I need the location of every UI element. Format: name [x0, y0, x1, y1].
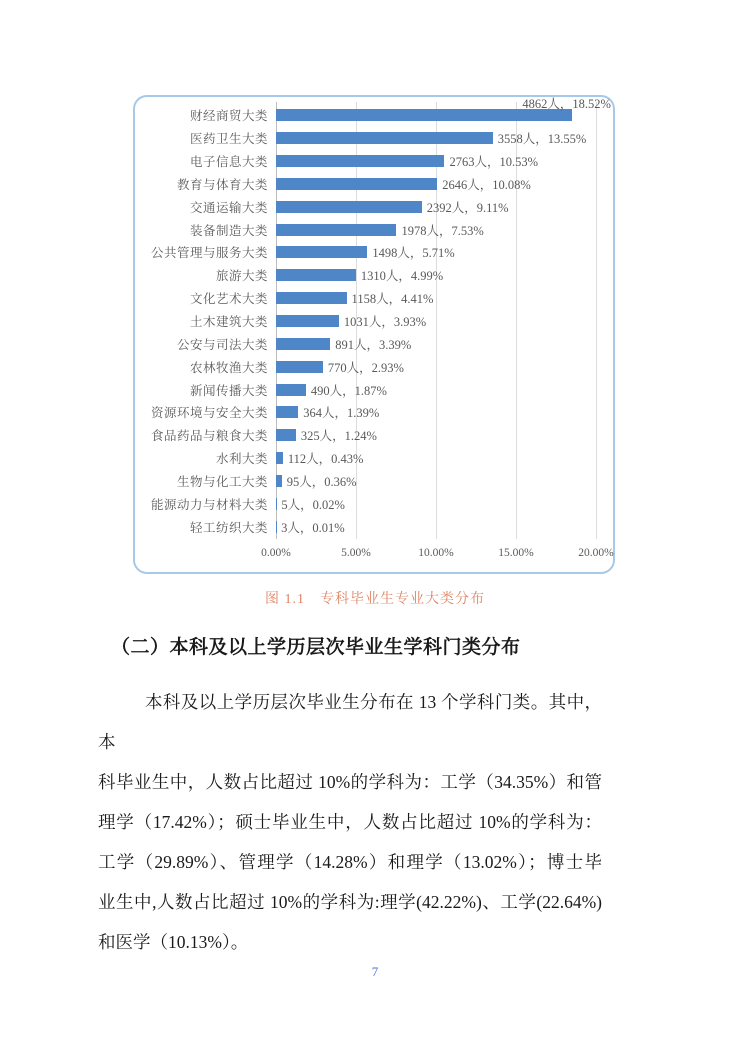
category-label: 文化艺术大类	[189, 292, 268, 307]
bar-zone	[276, 241, 611, 264]
bar	[276, 224, 396, 236]
category-label: 公安与司法大类	[176, 337, 268, 352]
data-label: 2646人，10.08%	[442, 177, 531, 192]
category-label: 生物与化工大类	[176, 474, 268, 489]
category-label: 电子信息大类	[189, 155, 268, 170]
bar-zone	[276, 515, 611, 538]
data-label: 1158人，4.41%	[351, 292, 434, 307]
paragraph-line: 工学（29.89%）、管理学（14.28%）和理学（13.02%）；博士毕	[98, 852, 602, 872]
data-label: 5人，0.02%	[281, 497, 345, 512]
chart-row	[135, 515, 611, 538]
bar	[276, 338, 330, 350]
bar-zone	[276, 264, 611, 287]
bar-zone	[276, 355, 611, 378]
chart-row	[135, 264, 611, 287]
data-label: 1031人，3.93%	[343, 315, 427, 330]
chart-row	[135, 195, 611, 218]
chart-row	[135, 218, 611, 241]
bar-zone	[276, 218, 611, 241]
bar	[276, 155, 444, 167]
bar	[276, 246, 367, 258]
chart-row	[135, 310, 611, 333]
category-label: 交通运输大类	[189, 200, 268, 215]
category-label: 旅游大类	[215, 269, 268, 284]
category-label: 装备制造大类	[189, 223, 268, 238]
data-label: 3人，0.01%	[281, 520, 345, 535]
figure-caption: 图 1.1 专科毕业生专业大类分布	[265, 592, 485, 607]
bar	[276, 475, 282, 487]
data-label: 4862人，18.52%	[522, 97, 611, 112]
bar-zone	[276, 332, 611, 355]
paragraph-line: 和医学（10.13%）。	[98, 932, 249, 952]
x-axis-tick-label: 20.00%	[578, 547, 614, 559]
bar	[276, 315, 339, 327]
category-label: 土木建筑大类	[189, 315, 268, 330]
paragraph-line: 理学（17.42%）；硕士毕业生中，人数占比超过 10%的学科为：	[98, 812, 602, 832]
bar-zone	[276, 492, 611, 515]
bar-zone	[276, 447, 611, 470]
bar	[276, 292, 347, 304]
chart-row	[135, 492, 611, 515]
bar-zone	[276, 195, 611, 218]
category-label: 医药卫生大类	[189, 132, 268, 147]
category-label: 能源动力与材料大类	[150, 497, 268, 512]
data-label: 490人，1.87%	[310, 383, 387, 398]
bar-zone	[276, 127, 611, 150]
bar	[276, 201, 422, 213]
category-label: 公共管理与服务大类	[150, 246, 268, 261]
page-number: 7	[371, 964, 379, 979]
data-label: 95人，0.36%	[286, 474, 357, 489]
chart-row	[135, 401, 611, 424]
data-label: 325人，1.24%	[300, 429, 377, 444]
category-label: 新闻传播大类	[189, 383, 268, 398]
bar	[276, 452, 283, 464]
bar-zone	[276, 378, 611, 401]
data-label: 891人，3.39%	[335, 337, 412, 352]
bar	[276, 178, 437, 190]
data-label: 3558人，13.55%	[497, 132, 587, 147]
chart-row	[135, 127, 611, 150]
category-label: 食品药品与粮食大类	[150, 429, 268, 444]
chart-row	[135, 150, 611, 173]
bar-zone	[276, 150, 611, 173]
chart-row	[135, 287, 611, 310]
paragraph-line: 业生中,人数占比超过 10%的学科为:理学(42.22%)、工学(22.64%)	[98, 892, 602, 912]
chart-row	[135, 332, 611, 355]
chart-row	[135, 470, 611, 493]
x-axis-tick-label: 10.00%	[418, 547, 454, 559]
data-label: 1310人，4.99%	[360, 269, 444, 284]
bar	[276, 406, 298, 418]
bar	[276, 269, 356, 281]
figure-chart-card	[133, 95, 615, 574]
bar-zone	[276, 424, 611, 447]
x-axis-tick-label: 5.00%	[341, 547, 371, 559]
chart-rows	[135, 97, 611, 538]
data-label: 1978人，7.53%	[401, 223, 484, 238]
chart-row	[135, 173, 611, 196]
data-label: 770人，2.93%	[327, 360, 404, 375]
bar-zone	[276, 310, 611, 333]
bar-zone	[276, 97, 666, 127]
category-label: 教育与体育大类	[176, 177, 268, 192]
chart-row	[135, 97, 611, 127]
bar	[276, 384, 306, 396]
x-axis-tick-label: 0.00%	[261, 547, 291, 559]
data-label: 112人，0.43%	[287, 452, 364, 467]
category-label: 水利大类	[215, 452, 268, 467]
data-label: 2763人，10.53%	[449, 155, 539, 170]
category-label: 财经商贸大类	[189, 109, 268, 124]
chart-row	[135, 378, 611, 401]
section-heading: （二）本科及以上学历层次毕业生学科门类分布	[111, 637, 521, 658]
bar	[276, 132, 493, 144]
bar-zone	[276, 401, 611, 424]
bar	[276, 361, 323, 373]
data-label: 1498人，5.71%	[372, 246, 455, 261]
chart-row	[135, 355, 611, 378]
category-label: 轻工纺织大类	[189, 520, 268, 535]
bar-zone	[276, 470, 611, 493]
bar-zone	[276, 287, 611, 310]
paragraph-line: 科毕业生中，人数占比超过 10%的学科为：工学（34.35%）和管	[98, 772, 602, 792]
data-label: 2392人，9.11%	[426, 200, 509, 215]
bar	[276, 429, 296, 441]
category-label: 农林牧渔大类	[189, 360, 268, 375]
data-label: 364人，1.39%	[303, 406, 380, 421]
chart-row	[135, 241, 611, 264]
paragraph-line: 本科及以上学历层次毕业生分布在 13 个学科门类。其中，本	[98, 692, 602, 752]
chart-row	[135, 447, 611, 470]
chart-row	[135, 424, 611, 447]
bar-zone	[276, 173, 611, 196]
x-axis-tick-label: 15.00%	[498, 547, 534, 559]
body-paragraph	[98, 682, 602, 962]
category-label: 资源环境与安全大类	[150, 406, 268, 421]
